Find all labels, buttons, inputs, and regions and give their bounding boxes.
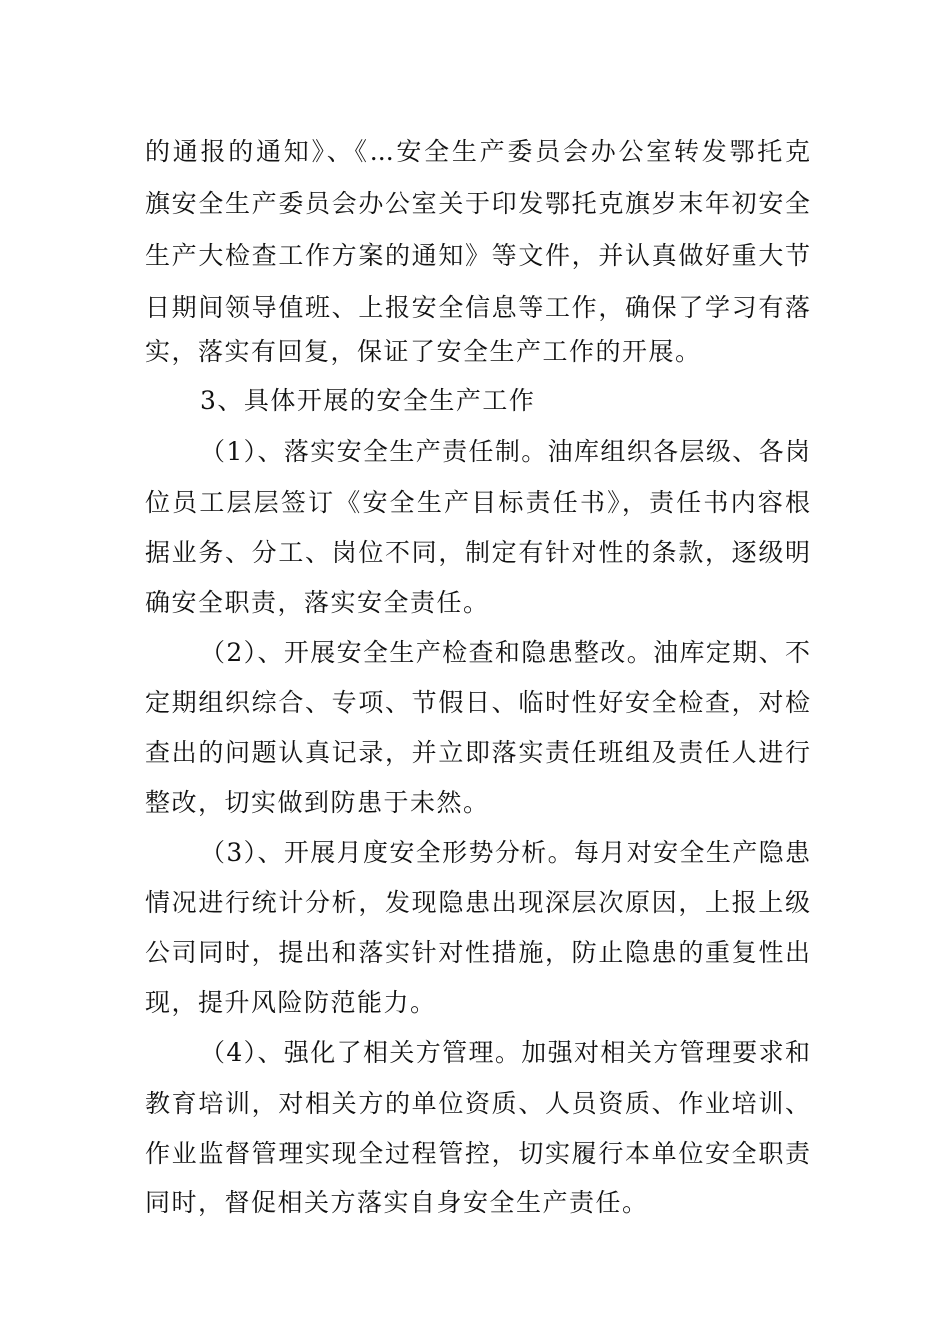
item-2-line-1: （2）、开展安全生产检查和隐患整改。油库定期、不 [200,638,810,667]
section-heading: 3、具体开展的安全生产工作 [200,386,536,415]
item-1-line-4: 确安全职责，落实安全责任。 [145,588,490,617]
item-2-line-4: 整改，切实做到防患于未然。 [145,788,490,817]
intro-line-2: 旗安全生产委员会办公室关于印发鄂托克旗岁末年初安全 [145,189,810,218]
intro-line-1: 的通报的通知》、《...安全生产委员会办公室转发鄂托克 [145,137,810,166]
item-3-line-4: 现，提升风险防范能力。 [145,988,437,1017]
item-1-line-1: （1）、落实安全生产责任制。油库组织各层级、各岗 [200,437,810,466]
item-2-line-3: 查出的问题认真记录，并立即落实责任班组及责任人进行 [145,738,810,767]
intro-line-4: 日期间领导值班、上报安全信息等工作，确保了学习有落 [145,293,810,322]
item-4-line-4: 同时，督促相关方落实自身安全生产责任。 [145,1188,649,1217]
item-3-line-3: 公司同时，提出和落实针对性措施，防止隐患的重复性出 [145,938,810,967]
item-1-line-2: 位员工层层签订《安全生产目标责任书》，责任书内容根 [145,488,810,517]
intro-line-5: 实，落实有回复，保证了安全生产工作的开展。 [145,337,702,366]
item-3-line-1: （3）、开展月度安全形势分析。每月对安全生产隐患 [200,838,810,867]
item-1-line-3: 据业务、分工、岗位不同，制定有针对性的条款，逐级明 [145,538,810,567]
item-3-line-2: 情况进行统计分析，发现隐患出现深层次原因，上报上级 [145,888,810,917]
item-4-line-2: 教育培训，对相关方的单位资质、人员资质、作业培训、 [145,1089,810,1118]
intro-line-3: 生产大检查工作方案的通知》等文件，并认真做好重大节 [145,241,810,270]
item-2-line-2: 定期组织综合、专项、节假日、临时性好安全检查，对检 [145,688,810,717]
item-4-line-3: 作业监督管理实现全过程管控，切实履行本单位安全职责 [145,1139,810,1168]
item-4-line-1: （4）、强化了相关方管理。加强对相关方管理要求和 [200,1038,810,1067]
